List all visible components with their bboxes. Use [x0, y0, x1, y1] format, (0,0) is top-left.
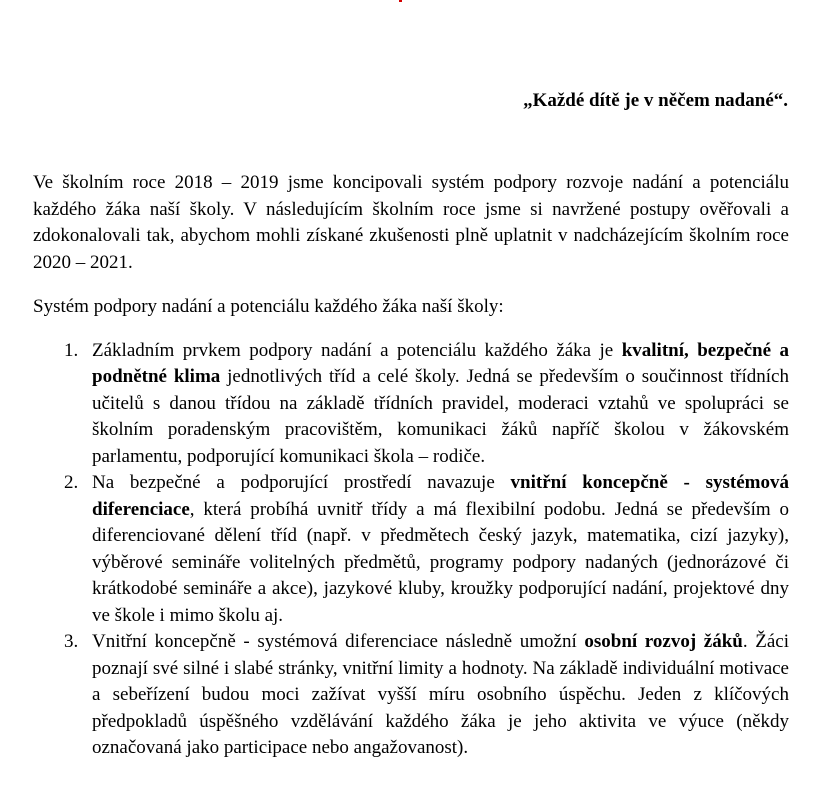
list-item-text-rest: . Žáci poznají své silné i slabé stránky, vnitřní limity a hodnoty. Na základě individuální motivace a sebeřízení budou moci zažívat vyšší míru osobního úspěchu. Jeden z klíčových předpokladů úspěšného vzdělávání každého žáka je jeho aktivita ve výuce (někdy označovaná jako participace nebo angažovanost). — [92, 631, 789, 758]
list-item-text: Vnitřní koncepčně - systémová diferenciace následně umožní — [92, 631, 585, 652]
list-item-emphasis: kvalitní, bezpečné a podnětné klima — [92, 339, 790, 387]
list-item-text: Na bezpečné a podporující prostředí navazuje — [92, 472, 511, 493]
list-item — [33, 338, 789, 471]
list-item-number: 1. — [64, 339, 79, 361]
support-list — [33, 338, 789, 762]
list-item-text-rest: jednotlivých tříd a celé školy. Jedná se především o součinnost třídních učitelů s danou třídou na základě třídních pravidel, moderaci vztahů ve spolupráci se školním poradenským pracovištěm, komunikaci žáků napříč školou v žákovském parlamentu, podporující komunikaci škola – rodiče. — [92, 366, 789, 467]
list-item — [33, 470, 789, 629]
list-item-text-rest: , která probíhá uvnitř třídy a má flexibilní podobu. Jedná se především o diferenciované dělení tříd (např. v předmětech český jazyk, matematika, cizí jazyky), výběrové semináře volitelných předmětů, programy podpory nadaných (jednorázové či krátkodobé semináře a akce), jazykové kluby, kroužky podporující nadání, projektové dny ve škole i mimo školu aj. — [92, 498, 789, 626]
document-body — [33, 170, 789, 762]
list-item-text: Základním prvkem podpory nadání a potenciálu každého žáka je — [92, 339, 622, 361]
list-item-emphasis: osobní rozvoj žáků — [584, 631, 743, 652]
motto-heading: „Každé dítě je v něčem nadané“. — [523, 90, 788, 111]
page-marker — [399, 0, 402, 2]
intro-paragraph: Ve školním roce 2018 – 2019 jsme koncipovali systém podpory rozvoje nadání a potenciálu každého žáka naší školy. V následujícím školním roce jsme si navržené postupy ověřovali a zdokonalovali tak, abychom mohli získané zkušenosti plně uplatnit v nadcházejícím školním roce 2020 – 2021. — [33, 172, 789, 273]
list-item-emphasis: vnitřní koncepčně - systémová diferenciace — [92, 472, 789, 520]
list-item — [33, 629, 789, 762]
list-item-number: 3. — [64, 631, 79, 652]
list-item-number: 2. — [64, 472, 79, 493]
list-intro: Systém podpory nadání a potenciálu každého žáka naší školy: — [33, 296, 504, 317]
